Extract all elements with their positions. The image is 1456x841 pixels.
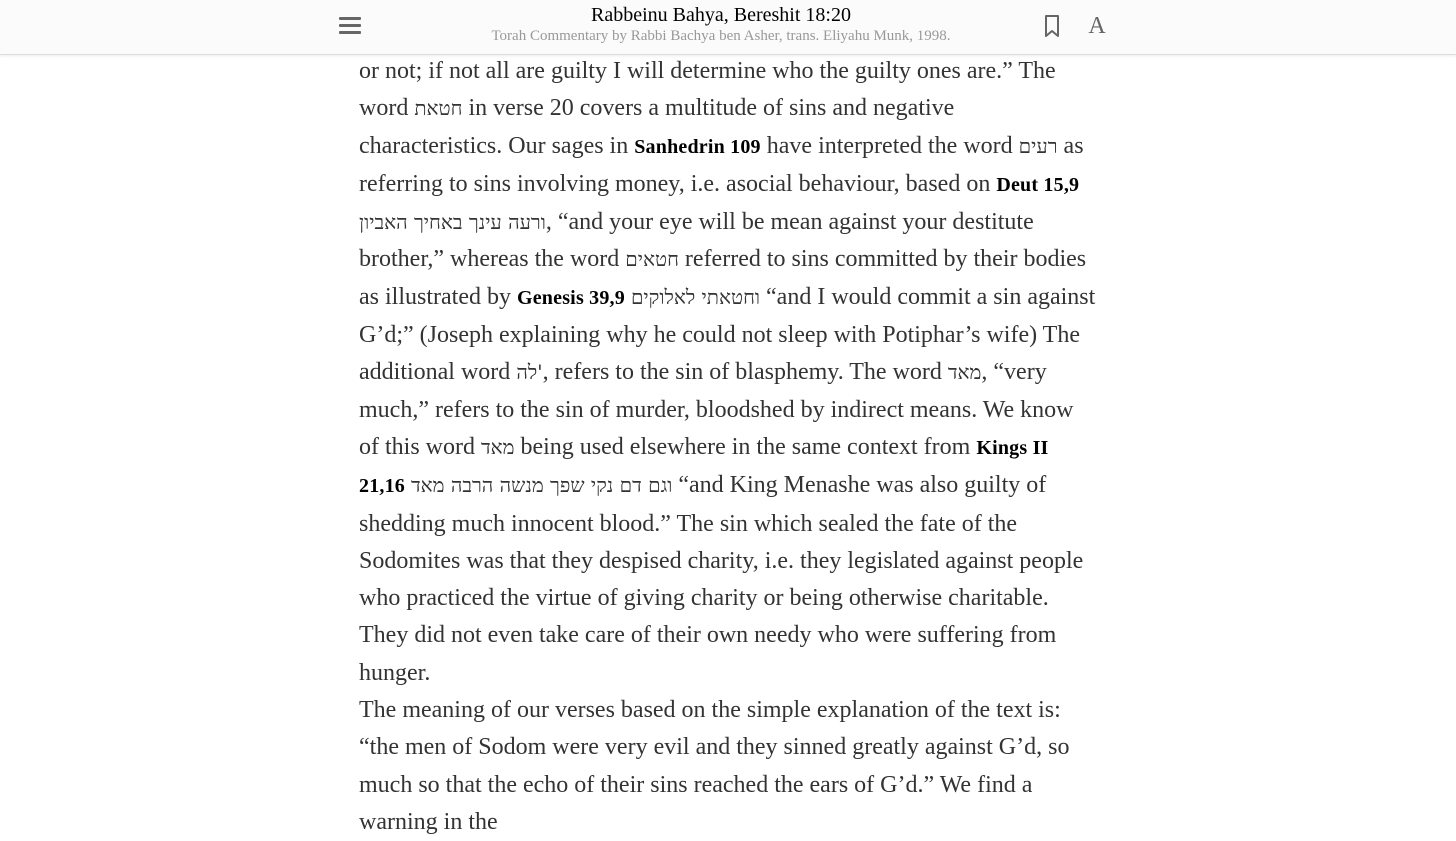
text-segment: “and I would commit a sin against G’d;” (Joseph explaining why he could not sleep with Potiphar’s wife) The additional word	[359, 283, 1096, 386]
hebrew-word: רעים	[1018, 133, 1058, 158]
text-segment: , refers to the sin of blasphemy. The word	[542, 359, 948, 386]
header-titles	[420, 3, 1022, 45]
text-segment: , “and your eye will be mean against your destitute brother,” whereas the word	[359, 209, 1034, 273]
hebrew-phrase: ורעה עינך באחיך האביון	[359, 210, 546, 235]
reader-header	[0, 0, 1456, 55]
menu-icon-bar	[339, 24, 361, 27]
hebrew-phrase: וגם דם נקי שפך מנשה הרבה מאד	[411, 473, 673, 498]
hebrew-word: לה'	[516, 360, 543, 385]
text-segment: in verse 20 covers a multitude of sins and negative characteristics. Our sages in	[359, 95, 955, 159]
paragraph	[359, 53, 1099, 692]
menu-icon-bar	[339, 17, 361, 20]
text-segment: have interpreted the word	[760, 132, 1019, 159]
text-segment: , “very much,” refers to the sin of murder, bloodshed by indirect means. We know of this word	[359, 359, 1074, 460]
ref-link-sanhedrin[interactable]: Sanhedrin 109	[634, 135, 761, 158]
text-segment: as referring to sins involving money, i.e. asocial behaviour, based on	[359, 132, 1084, 197]
page-subtitle: Torah Commentary by Rabbi Bachya ben Asher, trans. Eliyahu Munk, 1998.	[491, 28, 951, 44]
bookmark-icon[interactable]	[1040, 13, 1064, 39]
commentary-text	[359, 53, 1099, 841]
paragraph: The meaning of our verses based on the simple explanation of the text is: “the men of Sodom were very evil and they sinned greatly against G’d, so much so that the echo of their sins reached the ears of G’d.” We find a warning in the	[359, 697, 1070, 835]
font-size-icon[interactable]: A	[1088, 13, 1106, 39]
menu-icon-bar	[339, 31, 361, 34]
ref-link-deut[interactable]: Deut 15,9	[996, 173, 1080, 196]
text-segment: being used elsewhere in the same context from	[514, 433, 977, 460]
menu-icon[interactable]	[336, 12, 364, 40]
hebrew-word: מאד	[947, 360, 982, 385]
page-title[interactable]: Rabbeinu Bahya, Bereshit 18:20	[591, 4, 851, 26]
ref-link-genesis[interactable]: Genesis 39,9	[516, 286, 625, 309]
text-segment: or not; if not all are guilty I will determine who the guilty ones are.” The word	[359, 58, 1056, 122]
hebrew-phrase: וחטאתי לאלוקים	[630, 284, 761, 309]
hebrew-word: מאד	[481, 434, 515, 459]
hebrew-word: חטאים	[625, 247, 679, 272]
hebrew-word: חטאת	[414, 96, 463, 121]
ref-link-kings[interactable]: Kings II 21,16	[359, 436, 1049, 498]
text-segment: “and King Menashe was also guilty of shedding much innocent blood.” The sin which sealed the fate of the Sodomites was that they despised charity, i.e. they legislated against people who practiced the virtue of giving charity or being otherwise charitable. They did not even take care of their own needy who were suffering from hunger.	[359, 472, 1084, 686]
text-segment: referred to sins committed by their bodies as illustrated by	[359, 246, 1087, 310]
